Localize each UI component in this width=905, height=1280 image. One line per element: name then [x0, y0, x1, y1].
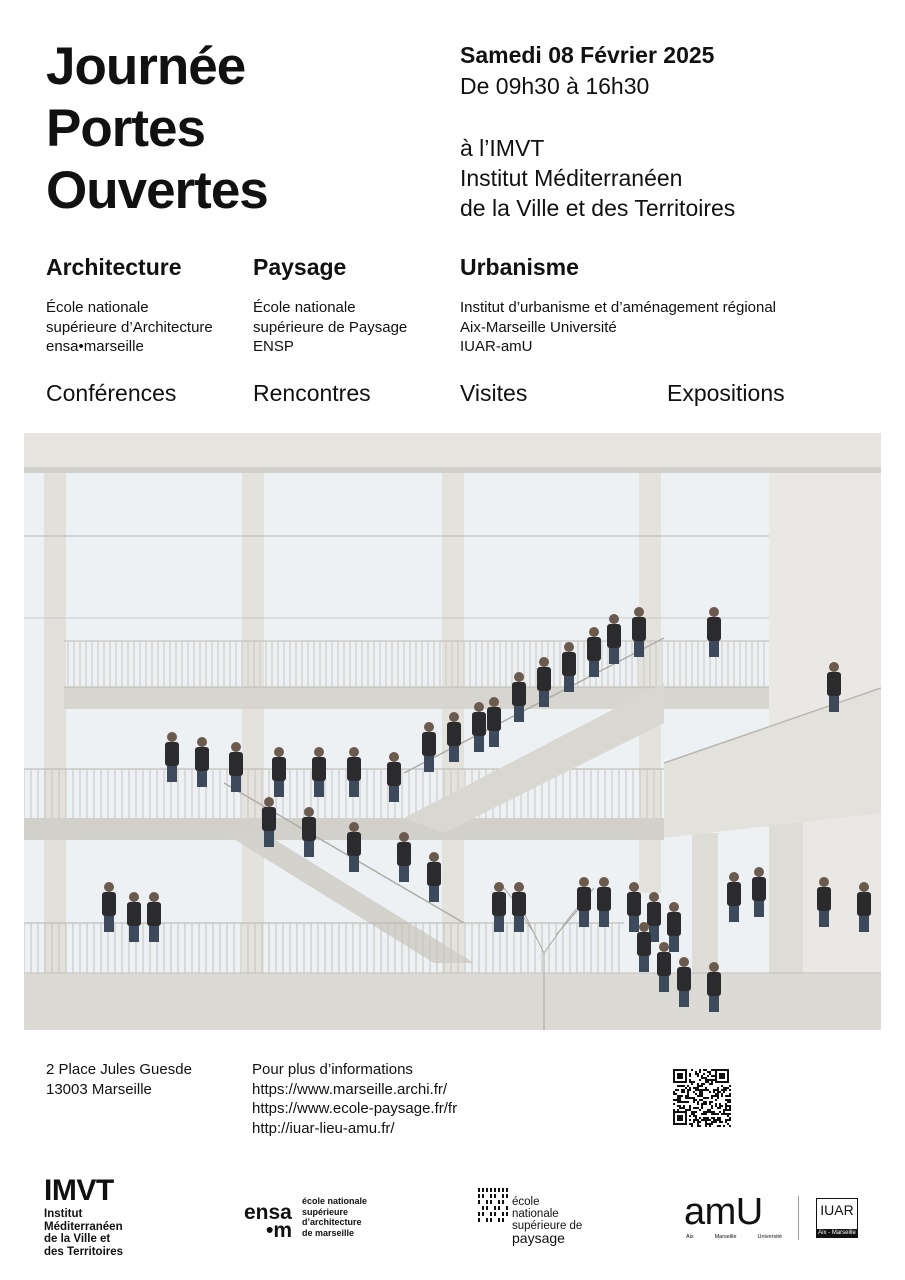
- activity-conferences: Conférences: [46, 380, 177, 406]
- address: [46, 1060, 192, 1099]
- ensp-line: nationale: [512, 1208, 559, 1220]
- ensam-line: d’architecture: [302, 1217, 362, 1227]
- ensam-line: école nationale: [302, 1196, 368, 1206]
- qr-code-icon: [670, 1066, 734, 1130]
- imvt-line: de la Ville et: [44, 1233, 111, 1245]
- event-venue: [460, 133, 735, 223]
- ensam-logo: [244, 1196, 384, 1246]
- imvt-line: Institut: [44, 1208, 83, 1220]
- info-block: [252, 1060, 457, 1138]
- ensp-barcode-icon: [478, 1188, 510, 1224]
- link-ensa[interactable]: https://www.marseille.archi.fr/: [252, 1080, 448, 1098]
- imvt-mark: IMVT: [44, 1174, 114, 1207]
- ensp-line: paysage: [512, 1230, 565, 1246]
- logo-divider: [798, 1196, 799, 1240]
- amu-sub: Marseille: [714, 1234, 737, 1240]
- title-line: Journée: [46, 37, 246, 96]
- building-photo: [24, 433, 881, 1030]
- ensam-mark-bottom: •m: [266, 1219, 293, 1242]
- school-line: Aix-Marseille Université: [460, 318, 617, 336]
- school-detail-paysage: [253, 298, 407, 357]
- imvt-line: Méditerranéen: [44, 1220, 123, 1233]
- event-hours: De 09h30 à 16h30: [460, 73, 650, 99]
- ensp-line: école: [512, 1196, 540, 1208]
- school-heading-architecture: Architecture: [46, 254, 182, 280]
- event-date: Samedi 08 Février 2025: [460, 42, 715, 68]
- school-line: supérieure d’Architecture: [46, 318, 213, 336]
- ensp-line: supérieure de: [512, 1220, 583, 1232]
- venue-line: de la Ville et des Territoires: [460, 195, 736, 221]
- link-ensp[interactable]: https://www.ecole-paysage.fr/fr: [252, 1100, 458, 1117]
- venue-line: à l’IMVT: [460, 135, 545, 161]
- school-detail-architecture: [46, 298, 213, 357]
- school-line: supérieure de Paysage: [253, 318, 408, 336]
- link-iuar[interactable]: http://iuar-lieu-amu.fr/: [252, 1119, 395, 1137]
- school-line: IUAR-amU: [460, 338, 533, 355]
- building-illustration: [24, 433, 881, 1030]
- iuar-mark: IUAR: [820, 1202, 854, 1218]
- info-label: Pour plus d’informations: [252, 1061, 413, 1078]
- amu-mark: amU: [684, 1191, 763, 1233]
- ensam-line: de marseille: [302, 1227, 355, 1238]
- school-line: ENSP: [253, 338, 294, 355]
- imvt-logo: [44, 1176, 123, 1258]
- ensam-line: supérieure: [302, 1206, 349, 1217]
- amu-sub: Aix: [686, 1234, 694, 1240]
- title-line: Ouvertes: [46, 161, 268, 220]
- school-line: Institut d’urbanisme et d’aménagement régional: [460, 299, 777, 316]
- ensp-logo: [478, 1188, 588, 1250]
- title-line: Portes: [46, 99, 205, 158]
- qr-code[interactable]: [670, 1066, 734, 1130]
- school-heading-paysage: Paysage: [253, 254, 347, 280]
- school-line: École nationale: [46, 299, 149, 316]
- school-detail-urbanisme: [460, 298, 776, 357]
- event-title: [46, 36, 268, 222]
- address-line: 13003 Marseille: [46, 1080, 152, 1098]
- iuar-sub: Aix - Marseille: [818, 1230, 856, 1236]
- school-line: École nationale: [253, 299, 356, 316]
- amu-logo: [684, 1192, 802, 1244]
- address-line: 2 Place Jules Guesde: [46, 1061, 192, 1078]
- activity-rencontres: Rencontres: [253, 380, 371, 406]
- activity-expositions: Expositions: [667, 380, 785, 406]
- venue-line: Institut Méditerranéen: [460, 165, 683, 191]
- iuar-logo: [816, 1198, 858, 1238]
- imvt-line: des Territoires: [44, 1245, 124, 1258]
- activity-visites: Visites: [460, 380, 528, 406]
- amu-sub: Université: [757, 1234, 782, 1240]
- ensam-mark-top: ensa: [244, 1201, 292, 1224]
- school-heading-urbanisme: Urbanisme: [460, 254, 579, 280]
- school-line: ensa•marseille: [46, 338, 144, 355]
